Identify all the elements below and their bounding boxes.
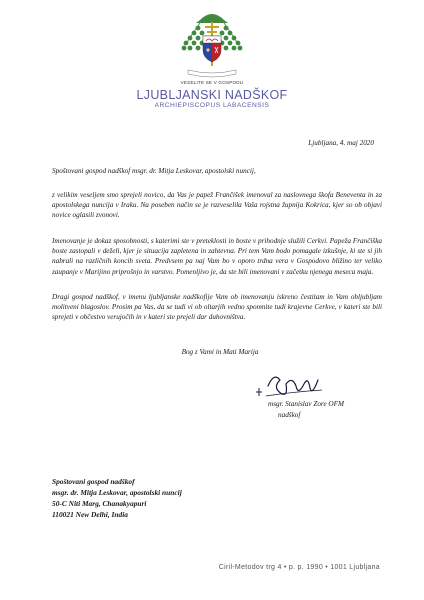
address-line-3: 50-C Niti Marg, Chanakyapuri — [52, 499, 147, 508]
signature-name: msgr. Stanislav Zore OFM — [268, 400, 345, 408]
motto-text: VESELITE SE V GOSPODU — [180, 80, 244, 85]
address-line-2: msgr. dr. Mitja Leskovar, apostolski nuncij — [52, 488, 182, 497]
closing-blessing: Bog z Vami in Mati Marija — [181, 348, 259, 356]
address-line-1: Spoštovani gospod nadškof — [52, 477, 135, 486]
org-latin-name: ARCHIEPISCOPUS LABACENSIS — [154, 102, 270, 109]
paragraph-3: Dragi gospod nadškof, v imenu ljubljanske nadškofije Vam ob imenovanju iskreno čestitam in Vam obljubljam molitveni blagoslov. Prosim pa Vas, da se tudi vi ob oltarjih vedno spomnite tudi krajevne Cerkve, v kateri ste bili sprejeti v občestvo verujočih in v kateri ste prejeli dar duhovništva. — [52, 293, 382, 322]
handwritten-signature — [252, 366, 324, 402]
paragraph-2: Imenovanje je dokaz sposobnosti, s katerimi ste v preteklosti in boste v prihodnje služili Cerkvi. Papeža Frančiška boste zastopali v deželi, kjer je situacija zapletena in zahtevna. Pri tem Vam bodo pomagale izkušnje, ki ste si jih nabrali na različnih koncih sveta. Predvsem pa naj Vam bo v oporo trdna vera v Gospodovo bližino ter veliko zaupanje v Marijino priprošnjo in varstvo. Pomenljivo je, da ste bili imenovani v začetku njenega meseca maja. — [52, 237, 382, 276]
address-line-4: 110021 New Delhi, India — [52, 510, 128, 519]
paragraph-1: z velikim veseljem smo sprejeli novico, da Vas je papež Frančišek imenoval za naslovnega škofa Beneventa in za apostolskega nuncija v Iraku. Na poseben način se je razveselila Vaša rojstna župnija Kokrica, kjer so ob objavi novice oglasili zvonovi. — [52, 191, 382, 220]
signature-title: nadškof — [278, 411, 301, 419]
recipient-address — [52, 476, 182, 520]
salutation: Spoštovani gospod nadškof msgr. dr. Mitja Leskovar, apostolski nuncij, — [52, 167, 256, 175]
coat-of-arms-icon — [178, 6, 246, 84]
footer-address: Ciril-Metodov trg 4 • p. p. 1990 • 1001 Ljubljana — [218, 564, 380, 571]
letter-date: Ljubljana, 4. maj 2020 — [308, 139, 374, 147]
org-name: LJUBLJANSKI NADŠKOF — [136, 88, 288, 102]
